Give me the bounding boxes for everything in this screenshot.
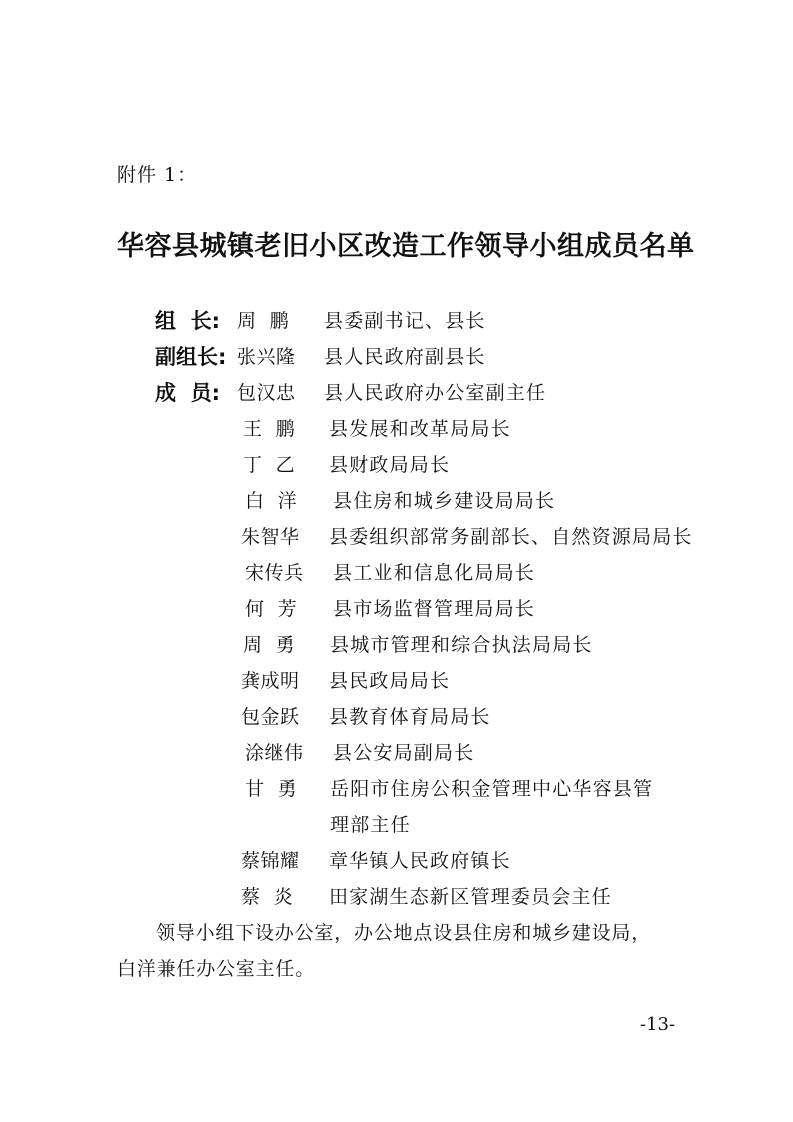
member-name: 蔡锦耀 (241, 850, 300, 872)
member-position: 县住房和城乡建设局局长 (333, 490, 556, 512)
role-leader-label: 组 长: (155, 309, 221, 333)
member-position: 县财政局局长 (329, 454, 451, 476)
member-position: 县工业和信息化局局长 (333, 562, 536, 584)
member-position: 田家湖生态新区管理委员会主任 (329, 886, 612, 908)
member-name: 周 勇 (243, 634, 296, 656)
member-name: 白 洋 (245, 490, 298, 512)
member-position: 县人民政府副县长 (324, 346, 486, 368)
member-name: 周 鹏 (237, 310, 290, 332)
member-name: 龚成明 (241, 670, 300, 692)
member-name: 涂继伟 (245, 742, 304, 764)
member-position: 县委副书记、县长 (324, 310, 486, 332)
member-position: 县发展和改革局局长 (329, 418, 511, 440)
member-name: 王 鹏 (243, 418, 296, 440)
closing-paragraph-line-2: 白洋兼任办公室主任。 (117, 958, 316, 980)
closing-paragraph-line-1: 领导小组下设办公室，办公地点设县住房和城乡建设局， (156, 922, 652, 944)
member-position: 县民政局局长 (329, 670, 451, 692)
member-position: 岳阳市住房公积金管理中心华容县管 (330, 778, 654, 800)
member-name: 何 芳 (245, 598, 298, 620)
member-name: 包金跃 (241, 706, 300, 728)
page-number: -13- (640, 1014, 676, 1035)
member-name: 宋传兵 (245, 562, 304, 584)
member-name: 丁 乙 (243, 454, 296, 476)
document-title: 华容县城镇老旧小区改造工作领导小组成员名单 (117, 231, 695, 262)
member-position: 章华镇人民政府镇长 (329, 850, 511, 872)
member-name: 包汉忠 (237, 382, 296, 404)
member-position: 县人民政府办公室副主任 (324, 382, 547, 404)
member-name: 甘 勇 (245, 778, 298, 800)
member-position: 县教育体育局局长 (329, 706, 491, 728)
member-position: 县市场监督管理局局长 (333, 598, 536, 620)
member-name: 蔡 炎 (241, 886, 294, 908)
member-name: 张兴隆 (237, 346, 296, 368)
member-position: 县委组织部常务副部长、自然资源局局长 (329, 526, 693, 548)
member-name: 朱智华 (241, 526, 300, 548)
member-position: 县城市管理和综合执法局局长 (330, 634, 593, 656)
member-position-continued: 理部主任 (330, 814, 411, 836)
attachment-label: 附件 1： (117, 164, 198, 186)
role-members-label: 成 员: (155, 381, 221, 405)
role-vice-leader-label: 副组长: (155, 345, 227, 369)
member-position: 县公安局副局长 (333, 742, 475, 764)
